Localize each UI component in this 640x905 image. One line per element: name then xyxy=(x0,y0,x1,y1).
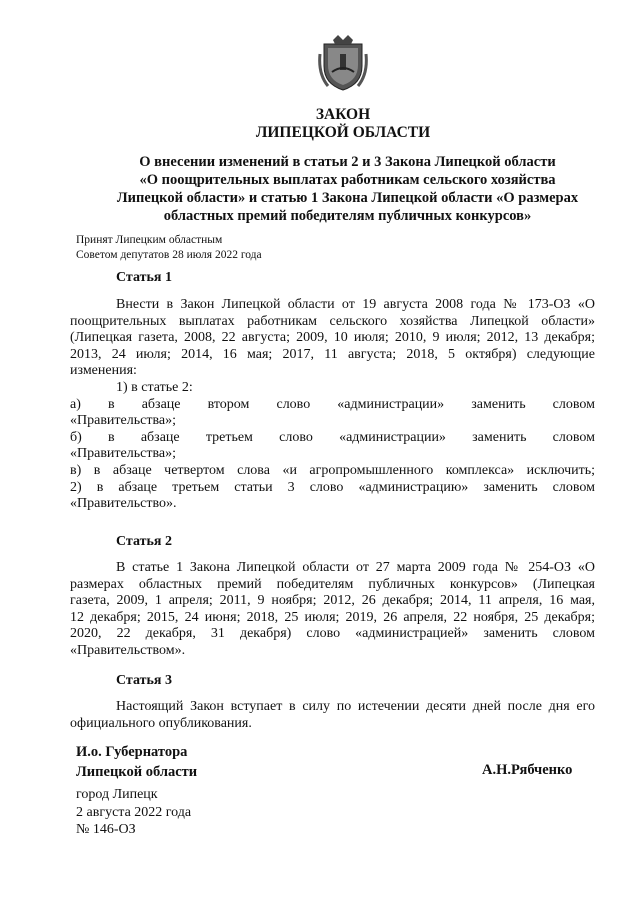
article-2-title: Статья 2 xyxy=(116,534,172,549)
document-footer xyxy=(76,786,191,839)
text-line: в) в абзаце четвертом слова «и агропромышленного комплекса» исключить; xyxy=(70,462,595,478)
text-line: Внести в Закон Липецкой области от 19 августа 2008 года № 173-ОЗ «О xyxy=(116,297,595,312)
heading-line: О внесении изменений в статьи 2 и 3 Закона Липецкой области xyxy=(139,154,556,170)
footer-number: № 146-ОЗ xyxy=(76,822,136,837)
text-line: 1) в статье 2: xyxy=(116,379,193,395)
law-title: ЗАКОН xyxy=(315,106,371,123)
text-line: В статье 1 Закона Липецкой области от 27 марта 2009 года № 254-ОЗ «О xyxy=(116,560,595,575)
text-line: «Правительства»; xyxy=(70,446,176,462)
heading-line: областных премий победителям публичных конкурсов» xyxy=(163,208,532,224)
text-line: «Правительством». xyxy=(70,642,186,658)
text-line: размерах областных премий победителям публичных конкурсов» (Липецкая xyxy=(70,576,595,592)
text-line: 12 декабря; 2015, 24 июня; 2018, 25 июля; 2019, 26 апреля, 22 ноября, 25 декабря; xyxy=(70,609,595,625)
article-2-body xyxy=(70,560,595,660)
text-line: поощрительных выплатах работникам сельского хозяйства Липецкой области» xyxy=(70,313,595,329)
law-region: ЛИПЕЦКОЙ ОБЛАСТИ xyxy=(255,124,431,141)
article-1-body xyxy=(70,297,595,513)
article-3-title: Статья 3 xyxy=(116,673,172,688)
text-line: изменения: xyxy=(70,363,137,379)
text-line: официального опубликования. xyxy=(70,715,252,731)
signatory-position xyxy=(76,742,197,782)
accepted-note xyxy=(76,233,262,263)
text-line: «Правительство». xyxy=(70,496,177,512)
position-line: И.о. Губернатора xyxy=(76,744,188,760)
text-line: «Правительства»; xyxy=(70,413,176,429)
text-line: Настоящий Закон вступает в силу по истечении десяти дней после дня его xyxy=(116,699,595,714)
signatory-name: А.Н.Рябченко xyxy=(482,762,573,778)
footer-date: 2 августа 2022 года xyxy=(76,804,192,820)
accepted-line: Принят Липецким областным xyxy=(76,234,223,246)
article-1-title: Статья 1 xyxy=(116,270,172,285)
accepted-line: Советом депутатов 28 июля 2022 года xyxy=(76,249,262,261)
text-line: 2013, 24 июля; 2014, 16 мая; 2017, 11 августа; 2018, 5 октября) следующие xyxy=(70,346,595,362)
text-line: а) в абзаце втором слово «администрации» заменить словом xyxy=(70,396,595,412)
article-3-body xyxy=(70,699,595,732)
text-line: б) в абзаце третьем слово «администрации» заменить словом xyxy=(70,429,595,445)
coat-of-arms-emblem xyxy=(318,34,368,94)
heading-line: Липецкой области» и статью 1 Закона Липецкой области «О размерах xyxy=(116,190,579,206)
text-line: газета, 2009, 1 апреля; 2011, 9 ноября; 2012, 26 декабря; 2014, 11 апреля, 16 мая, xyxy=(70,593,595,609)
heading-line: «О поощрительных выплатах работникам сельского хозяйства xyxy=(139,172,556,188)
text-line: 2) в абзаце третьем статьи 3 слово «администрацию» заменить словом xyxy=(70,479,595,495)
text-line: 2020, 22 декабря, 31 декабря) слово «администрацией» заменить словом xyxy=(70,626,595,642)
text-line: (Липецкая газета, 2008, 22 августа; 2009, 10 июля; 2010, 9 июля; 2012, 13 декабря; xyxy=(70,330,595,346)
position-line: Липецкой области xyxy=(76,764,198,780)
footer-city: город Липецк xyxy=(76,787,158,802)
